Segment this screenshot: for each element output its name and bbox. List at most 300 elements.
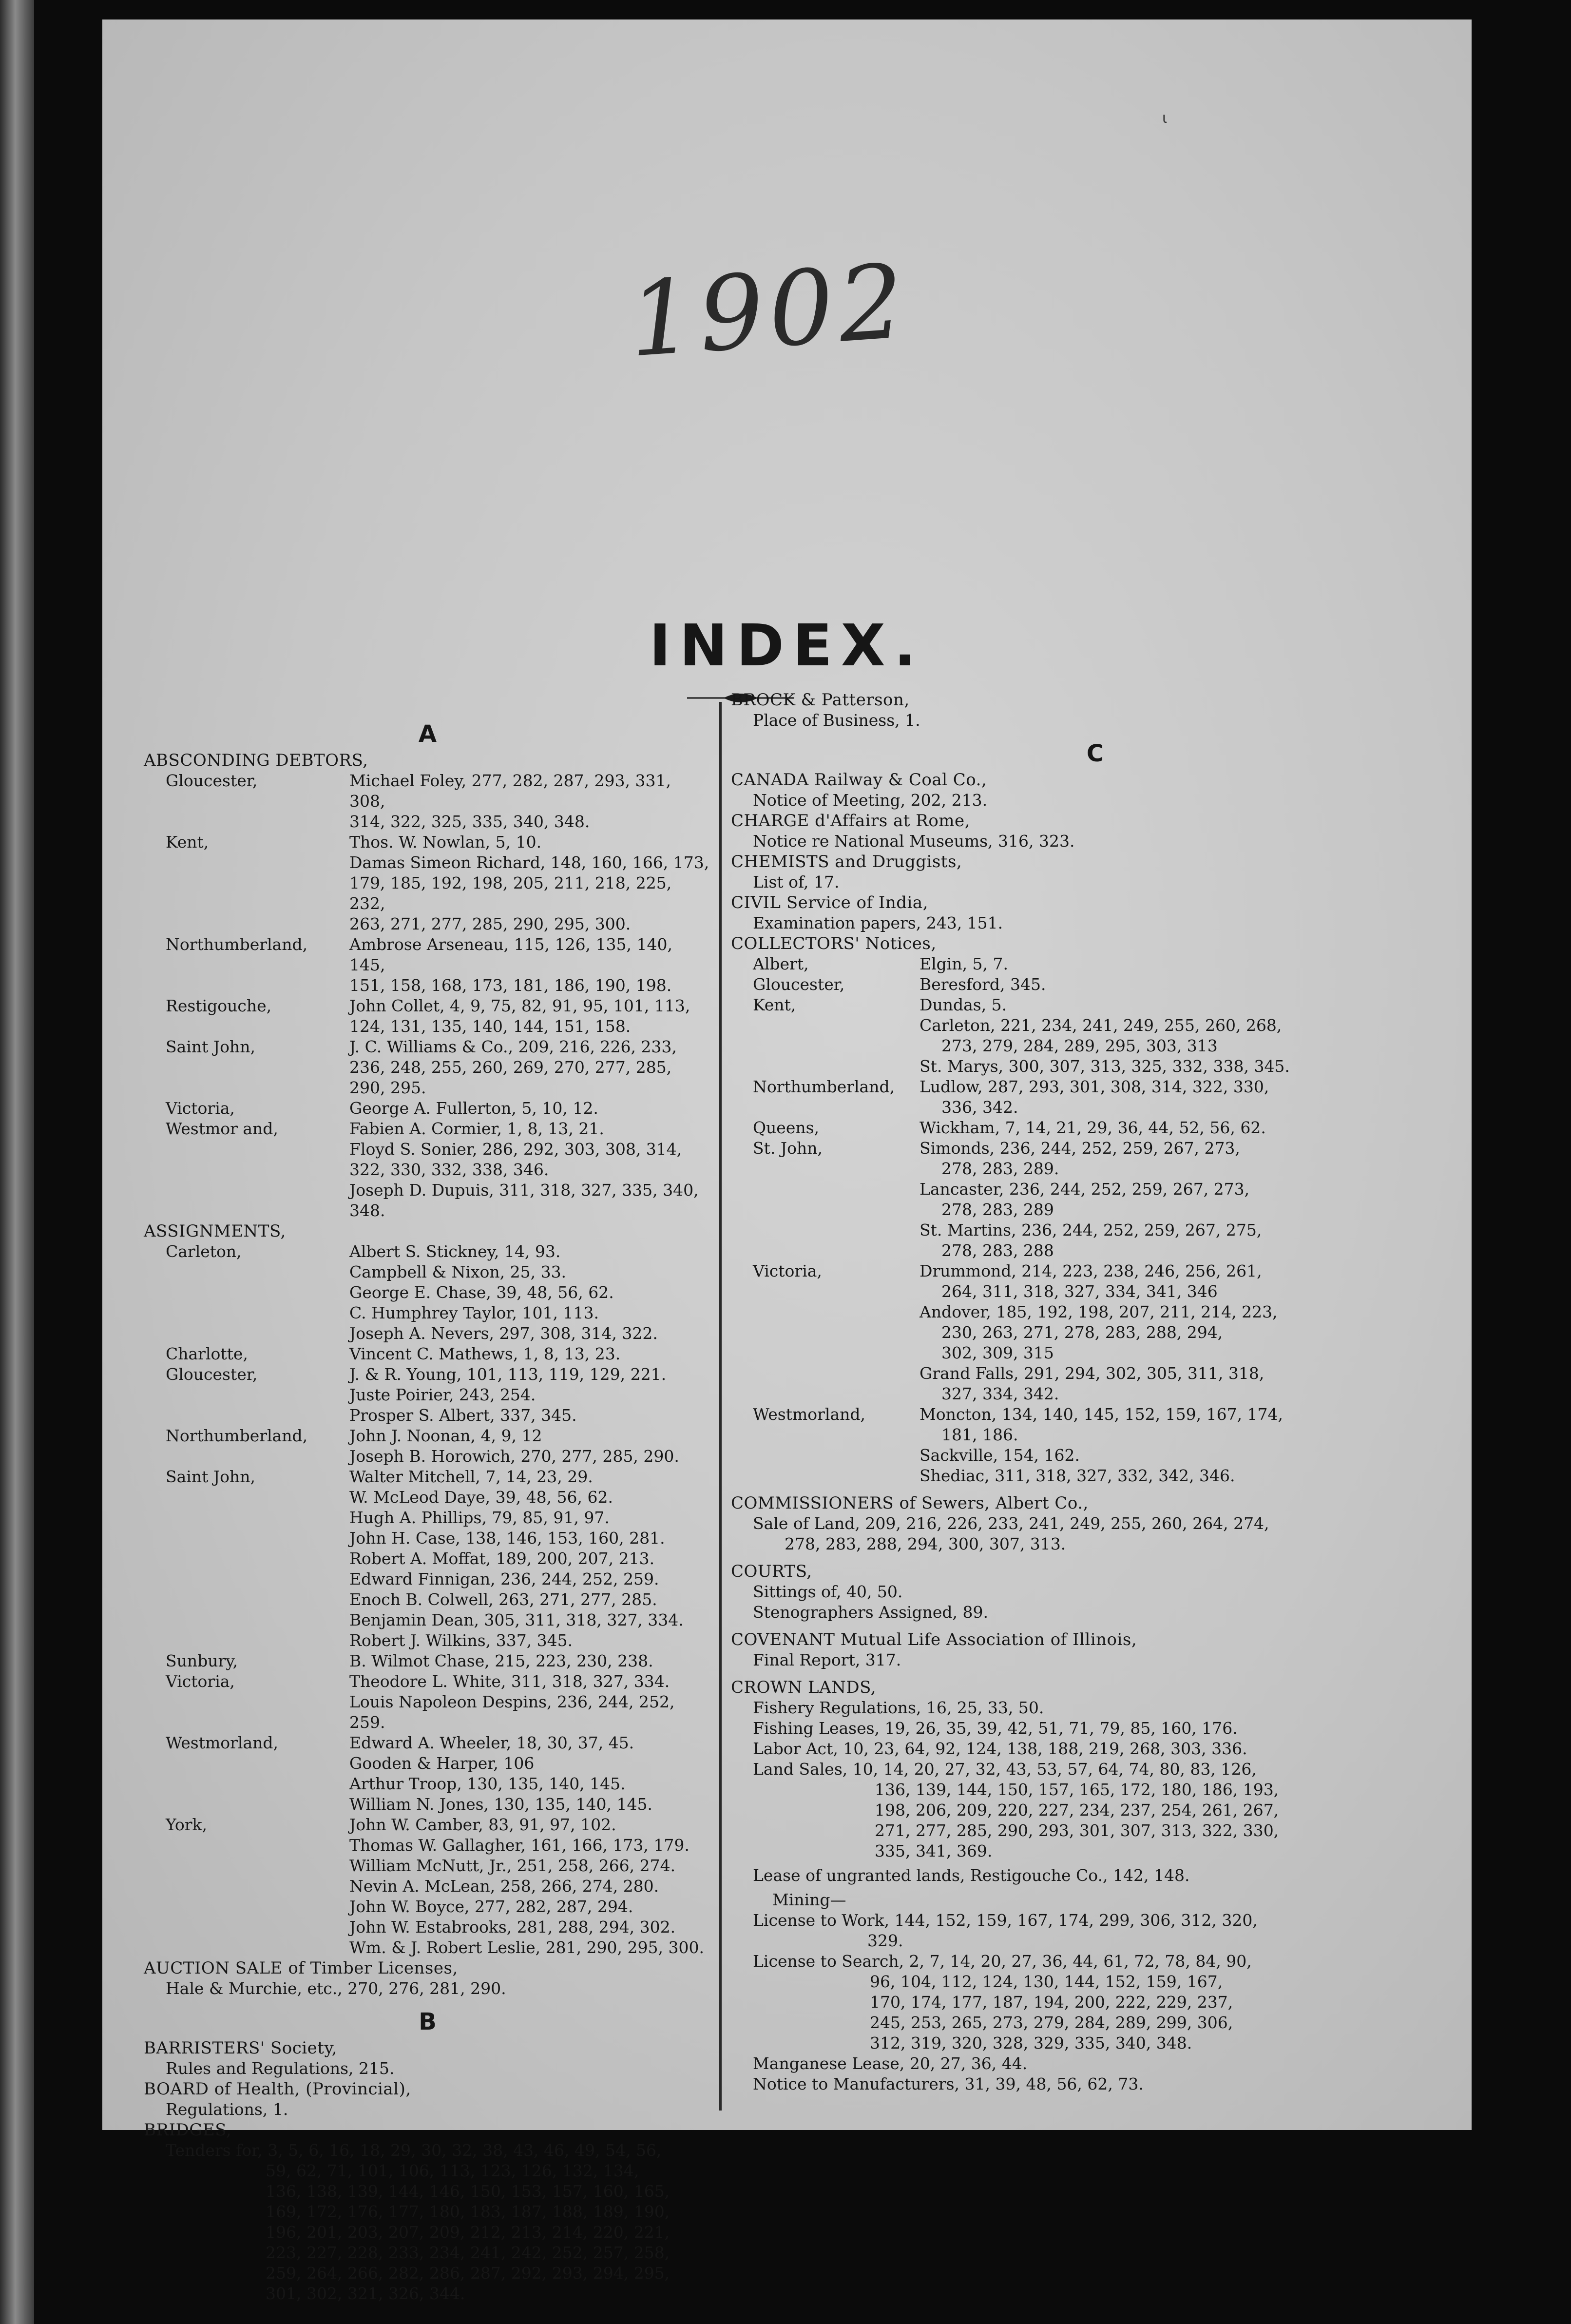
assignments-name-block bbox=[348, 1549, 711, 1569]
board-heading: BOARD of Health, (Provincial), bbox=[144, 2079, 411, 2099]
collectors-county bbox=[731, 1445, 919, 1466]
collectors-name-block bbox=[919, 954, 1459, 974]
section-letter-c: C bbox=[1086, 740, 1104, 767]
absconding-name-continuation: 290, 295. bbox=[349, 1078, 426, 1097]
assignments-county bbox=[144, 1835, 348, 1856]
license-work-line: 329. bbox=[867, 1931, 903, 1950]
collectors-entry bbox=[731, 1220, 1459, 1261]
collectors-entry bbox=[731, 1302, 1459, 1363]
crown-license-search: License to Search, 2, 7, 14, 20, 27, 36, 44, 61, 72, 78, 84, 90, bbox=[753, 1952, 1252, 1971]
assignments-name: Vincent C. Mathews, 1, 8, 13, 23. bbox=[349, 1344, 621, 1363]
section-letter-a: A bbox=[418, 720, 437, 748]
assignments-name: Arthur Troop, 130, 135, 140, 145. bbox=[349, 1774, 626, 1793]
bridges-tender-line: 301, 302, 321, 326, 344. bbox=[266, 2284, 465, 2303]
commissioners-heading: COMMISSIONERS of Sewers, Albert Co., bbox=[731, 1493, 1089, 1513]
assignments-name: Louis Napoleon Despins, 236, 244, 252, 259. bbox=[349, 1692, 675, 1732]
assignments-name-block bbox=[348, 1364, 711, 1385]
brock-heading: BROCK & Patterson, bbox=[731, 690, 910, 710]
assignments-name-block bbox=[348, 1528, 711, 1549]
assignments-name-block bbox=[348, 1856, 711, 1876]
collectors-entry bbox=[731, 1015, 1459, 1056]
absconding-entry bbox=[144, 996, 711, 1037]
assignments-name: Joseph B. Horowich, 270, 277, 285, 290. bbox=[349, 1447, 679, 1466]
collectors-name: Ludlow, 287, 293, 301, 308, 314, 322, 330, bbox=[920, 1077, 1269, 1096]
crown-lease: Lease of ungranted lands, Restigouche Co., 142, 148. bbox=[753, 1866, 1190, 1885]
collectors-name: Drummond, 214, 223, 238, 246, 256, 261, bbox=[920, 1261, 1262, 1280]
license-search-continuation bbox=[731, 1972, 1459, 2053]
bridges-tender-line: 259, 264, 266, 282, 286, 287, 292, 293, 294, 295, bbox=[266, 2264, 670, 2283]
assignments-name-block bbox=[348, 1426, 711, 1446]
assignments-entry bbox=[144, 1446, 711, 1467]
collectors-name-continuation: 181, 186. bbox=[941, 1425, 1018, 1444]
collectors-name: Beresford, 345. bbox=[920, 975, 1046, 994]
license-search-line: 312, 319, 320, 328, 329, 335, 340, 348. bbox=[870, 2034, 1192, 2053]
collectors-name: St. Marys, 300, 307, 313, 325, 332, 338, 345. bbox=[920, 1057, 1290, 1076]
collectors-name-continuation: 230, 263, 271, 278, 283, 288, 294, bbox=[941, 1323, 1223, 1342]
courts-heading: COURTS, bbox=[731, 1562, 812, 1581]
assignments-county bbox=[144, 1282, 348, 1303]
collectors-county: St. John, bbox=[753, 1139, 823, 1158]
assignments-entry bbox=[144, 1589, 711, 1610]
bridges-tender-line: 136, 138, 139, 144, 146, 150, 153, 157, 160, 165, bbox=[266, 2182, 670, 2201]
absconding-name-block bbox=[348, 771, 711, 832]
collectors-name-block bbox=[919, 1261, 1459, 1302]
bridges-tender-line: 169, 172, 176, 177, 180, 183, 187, 188, 189, 190, bbox=[266, 2202, 670, 2221]
collectors-name: Andover, 185, 192, 198, 207, 211, 214, 223, bbox=[920, 1302, 1278, 1321]
assignments-name-block bbox=[348, 1651, 711, 1671]
assignments-name: W. McLeod Daye, 39, 48, 56, 62. bbox=[349, 1488, 613, 1507]
assignments-name-block bbox=[348, 1937, 711, 1958]
absconding-heading: ABSCONDING DEBTORS, bbox=[144, 751, 368, 770]
collectors-name-continuation: 278, 283, 288 bbox=[941, 1241, 1054, 1260]
land-sales-continuation bbox=[731, 1780, 1459, 1861]
assignments-name: Edward Finnigan, 236, 244, 252, 259. bbox=[349, 1569, 659, 1588]
absconding-name: Joseph D. Dupuis, 311, 318, 327, 335, 340, bbox=[349, 1181, 699, 1200]
assignments-heading: ASSIGNMENTS, bbox=[144, 1221, 286, 1241]
collectors-county bbox=[731, 1302, 919, 1363]
absconding-name: Fabien A. Cormier, 1, 8, 13, 21. bbox=[349, 1119, 604, 1138]
assignments-name-block bbox=[348, 1344, 711, 1364]
collectors-entry bbox=[731, 1445, 1459, 1466]
collectors-name-block bbox=[919, 1466, 1459, 1486]
chemists-heading: CHEMISTS and Druggists, bbox=[731, 852, 962, 872]
collectors-entry bbox=[731, 954, 1459, 974]
assignments-county bbox=[144, 1856, 348, 1876]
assignments-name: Benjamin Dean, 305, 311, 318, 327, 334. bbox=[349, 1610, 684, 1629]
collectors-name-block bbox=[919, 1138, 1459, 1179]
assignments-name-block bbox=[348, 1876, 711, 1897]
collectors-list bbox=[731, 954, 1459, 1486]
page-title: INDEX. bbox=[649, 612, 925, 679]
absconding-name: Ambrose Arseneau, 115, 126, 135, 140, 145, bbox=[349, 935, 672, 974]
assignments-name: Gooden & Harper, 106 bbox=[349, 1754, 535, 1773]
absconding-name-continuation: 236, 248, 255, 260, 269, 270, 277, 285, bbox=[349, 1058, 672, 1077]
assignments-county bbox=[144, 1794, 348, 1815]
collectors-entry bbox=[731, 1077, 1459, 1118]
brock-line: Place of Business, 1. bbox=[753, 711, 920, 730]
assignments-name-block bbox=[348, 1671, 711, 1692]
assignments-name: Robert A. Moffat, 189, 200, 207, 213. bbox=[349, 1549, 655, 1568]
assignments-county bbox=[144, 1897, 348, 1917]
collectors-county bbox=[731, 1363, 919, 1404]
absconding-name: Michael Foley, 277, 282, 287, 293, 331, 308, bbox=[349, 771, 671, 811]
assignments-county bbox=[144, 1589, 348, 1610]
assignments-entry bbox=[144, 1364, 711, 1385]
absconding-name-block bbox=[348, 1037, 711, 1098]
absconding-name-block bbox=[348, 1139, 711, 1180]
collectors-name-block bbox=[919, 1445, 1459, 1466]
assignments-entry bbox=[144, 1426, 711, 1446]
absconding-name-continuation: 348. bbox=[349, 1201, 385, 1220]
absconding-entry bbox=[144, 852, 711, 934]
crown-fishing-leases: Fishing Leases, 19, 26, 35, 39, 42, 51, 71, 79, 85, 160, 176. bbox=[753, 1719, 1238, 1738]
assignments-name: Hugh A. Phillips, 79, 85, 91, 97. bbox=[349, 1508, 610, 1527]
absconding-list bbox=[144, 771, 711, 1221]
collectors-county bbox=[731, 1015, 919, 1056]
bridges-tender-line: 223, 227, 228, 233, 234, 241, 242, 252, 257, 258, bbox=[266, 2243, 670, 2262]
film-edge-strip bbox=[0, 0, 34, 2324]
assignments-name: Thomas W. Gallagher, 161, 166, 173, 179. bbox=[349, 1836, 690, 1855]
assignments-county: Northumberland, bbox=[166, 1426, 308, 1445]
assignments-name-block bbox=[348, 1774, 711, 1794]
collectors-name-block bbox=[919, 1056, 1459, 1077]
license-work-continuation bbox=[731, 1931, 1459, 1951]
assignments-entry bbox=[144, 1467, 711, 1487]
absconding-name-block bbox=[348, 832, 711, 852]
assignments-entry bbox=[144, 1303, 711, 1323]
collectors-county: Albert, bbox=[753, 954, 809, 973]
collectors-name-continuation: 264, 311, 318, 327, 334, 341, 346 bbox=[941, 1282, 1218, 1301]
assignments-name: Joseph A. Nevers, 297, 308, 314, 322. bbox=[349, 1324, 658, 1343]
board-line: Regulations, 1. bbox=[166, 2100, 288, 2119]
assignments-name-block bbox=[348, 1262, 711, 1282]
absconding-entry bbox=[144, 1037, 711, 1098]
absconding-name-block bbox=[348, 1119, 711, 1139]
assignments-name: John W. Camber, 83, 91, 97, 102. bbox=[349, 1815, 616, 1834]
assignments-entry bbox=[144, 1487, 711, 1508]
assignments-name: Wm. & J. Robert Leslie, 281, 290, 295, 300. bbox=[349, 1938, 704, 1957]
assignments-name-block bbox=[348, 1487, 711, 1508]
collectors-name-block bbox=[919, 1220, 1459, 1261]
crown-mining-label: Mining— bbox=[772, 1890, 846, 1909]
absconding-name: Floyd S. Sonier, 286, 292, 303, 308, 314, bbox=[349, 1140, 682, 1159]
absconding-name: George A. Fullerton, 5, 10, 12. bbox=[349, 1099, 598, 1118]
collectors-name-continuation: 273, 279, 284, 289, 295, 303, 313 bbox=[941, 1036, 1218, 1055]
assignments-entry bbox=[144, 1774, 711, 1794]
assignments-county bbox=[144, 1630, 348, 1651]
assignments-entry bbox=[144, 1630, 711, 1651]
collectors-name: Carleton, 221, 234, 241, 249, 255, 260, 268, bbox=[920, 1016, 1282, 1035]
assignments-entry bbox=[144, 1528, 711, 1549]
collectors-entry bbox=[731, 995, 1459, 1015]
assignments-entry bbox=[144, 1897, 711, 1917]
assignments-county bbox=[144, 1528, 348, 1549]
absconding-name-block bbox=[348, 1180, 711, 1221]
assignments-entry bbox=[144, 1323, 711, 1344]
assignments-entry bbox=[144, 1385, 711, 1405]
collectors-entry bbox=[731, 974, 1459, 995]
absconding-entry bbox=[144, 934, 711, 996]
assignments-name-block bbox=[348, 1917, 711, 1937]
absconding-county: Northumberland, bbox=[166, 935, 308, 954]
assignments-name: Albert S. Stickney, 14, 93. bbox=[349, 1242, 561, 1261]
assignments-name: Walter Mitchell, 7, 14, 23, 29. bbox=[349, 1467, 593, 1486]
commissioners-line-2: 278, 283, 288, 294, 300, 307, 313. bbox=[785, 1534, 1066, 1553]
assignments-name: George E. Chase, 39, 48, 56, 62. bbox=[349, 1283, 614, 1302]
collectors-county: Gloucester, bbox=[753, 975, 845, 994]
chemists-line: List of, 17. bbox=[753, 872, 840, 891]
assignments-name: John W. Boyce, 277, 282, 287, 294. bbox=[349, 1897, 633, 1916]
assignments-entry bbox=[144, 1671, 711, 1692]
assignments-name-block bbox=[348, 1508, 711, 1528]
assignments-name: John W. Estabrooks, 281, 288, 294, 302. bbox=[349, 1917, 676, 1937]
assignments-name-block bbox=[348, 1282, 711, 1303]
collectors-entry bbox=[731, 1466, 1459, 1486]
absconding-name: Thos. W. Nowlan, 5, 10. bbox=[349, 833, 542, 852]
collectors-county: Victoria, bbox=[753, 1261, 822, 1280]
canada-line: Notice of Meeting, 202, 213. bbox=[753, 791, 988, 810]
charge-heading: CHARGE d'Affairs at Rome, bbox=[731, 811, 970, 831]
collectors-county bbox=[731, 1220, 919, 1261]
assignments-county bbox=[144, 1937, 348, 1958]
assignments-entry bbox=[144, 1282, 711, 1303]
assignments-entry bbox=[144, 1262, 711, 1282]
collectors-county bbox=[731, 1179, 919, 1220]
absconding-county bbox=[144, 1180, 348, 1221]
absconding-entry bbox=[144, 771, 711, 832]
assignments-name-block bbox=[348, 1794, 711, 1815]
assignments-county bbox=[144, 1262, 348, 1282]
assignments-name: J. & R. Young, 101, 113, 119, 129, 221. bbox=[349, 1365, 667, 1384]
assignments-entry bbox=[144, 1876, 711, 1897]
bridges-tender-line: 196, 201, 203, 207, 209, 212, 213, 214, 220, 221, bbox=[266, 2223, 670, 2242]
absconding-county: Saint John, bbox=[166, 1037, 255, 1056]
assignments-name-block bbox=[348, 1753, 711, 1774]
assignments-name-block bbox=[348, 1446, 711, 1467]
charge-line: Notice re National Museums, 316, 323. bbox=[753, 832, 1075, 851]
bridges-continuation bbox=[144, 2161, 711, 2304]
assignments-entry bbox=[144, 1405, 711, 1426]
assignments-county: York, bbox=[166, 1815, 208, 1834]
assignments-name: Theodore L. White, 311, 318, 327, 334. bbox=[349, 1672, 670, 1691]
collectors-name-continuation: 278, 283, 289. bbox=[941, 1159, 1059, 1178]
collectors-name: Lancaster, 236, 244, 252, 259, 267, 273, bbox=[920, 1180, 1250, 1199]
collectors-heading: COLLECTORS' Notices, bbox=[731, 934, 937, 953]
crown-manganese: Manganese Lease, 20, 27, 36, 44. bbox=[753, 2054, 1028, 2073]
assignments-entry bbox=[144, 1856, 711, 1876]
collectors-name: Elgin, 5, 7. bbox=[920, 954, 1009, 973]
assignments-entry bbox=[144, 1937, 711, 1958]
right-column bbox=[731, 690, 1459, 2094]
assignments-name-block bbox=[348, 1733, 711, 1753]
collectors-entry bbox=[731, 1056, 1459, 1077]
crown-heading: CROWN LANDS, bbox=[731, 1678, 877, 1697]
land-sales-line: 136, 139, 144, 150, 157, 165, 172, 180, 186, 193, bbox=[875, 1780, 1279, 1799]
assignments-name: Robert J. Wilkins, 337, 345. bbox=[349, 1631, 573, 1650]
crown-manufacturers: Notice to Manufacturers, 31, 39, 48, 56, 62, 73. bbox=[753, 2074, 1144, 2093]
assignments-county bbox=[144, 1405, 348, 1426]
assignments-county: Charlotte, bbox=[166, 1344, 248, 1363]
crown-land-sales: Land Sales, 10, 14, 20, 27, 32, 43, 53, 57, 64, 74, 80, 83, 126, bbox=[753, 1760, 1257, 1779]
collectors-entry bbox=[731, 1363, 1459, 1404]
collectors-name: Simonds, 236, 244, 252, 259, 267, 273, bbox=[920, 1139, 1240, 1158]
collectors-county bbox=[731, 1466, 919, 1486]
absconding-entry bbox=[144, 1098, 711, 1119]
absconding-name-continuation: 314, 322, 325, 335, 340, 348. bbox=[349, 812, 590, 831]
absconding-county: Restigouche, bbox=[166, 996, 272, 1015]
assignments-county bbox=[144, 1549, 348, 1569]
assignments-entry bbox=[144, 1835, 711, 1856]
collectors-name: Dundas, 5. bbox=[920, 995, 1007, 1014]
assignments-county bbox=[144, 1610, 348, 1630]
assignments-name-block bbox=[348, 1815, 711, 1835]
collectors-name-block bbox=[919, 1179, 1459, 1220]
assignments-name-block bbox=[348, 1897, 711, 1917]
absconding-name-continuation: 151, 158, 168, 173, 181, 186, 190, 198. bbox=[349, 976, 672, 995]
covenant-heading: COVENANT Mutual Life Association of Illinois, bbox=[731, 1630, 1137, 1649]
absconding-county: Kent, bbox=[166, 833, 209, 852]
assignments-entry bbox=[144, 1549, 711, 1569]
auction-line: Hale & Murchie, etc., 270, 276, 281, 290. bbox=[166, 1979, 506, 1998]
land-sales-line: 271, 277, 285, 290, 293, 301, 307, 313, 322, 330, bbox=[875, 1821, 1279, 1840]
assignments-name-block bbox=[348, 1630, 711, 1651]
bridges-tender-line: 59, 62, 71, 101, 106, 113, 123, 126, 132, 134, bbox=[266, 2161, 639, 2180]
absconding-name-block bbox=[348, 1098, 711, 1119]
index-page bbox=[102, 19, 1472, 2303]
crown-labor-act: Labor Act, 10, 23, 64, 92, 124, 138, 188, 219, 268, 303, 336. bbox=[753, 1739, 1247, 1758]
civil-heading: CIVIL Service of India, bbox=[731, 893, 928, 912]
auction-heading: AUCTION SALE of Timber Licenses, bbox=[144, 1958, 458, 1978]
license-search-line: 245, 253, 265, 273, 279, 284, 289, 299, 306, bbox=[870, 2013, 1233, 2032]
assignments-entry bbox=[144, 1815, 711, 1835]
assignments-county bbox=[144, 1692, 348, 1733]
column-divider bbox=[719, 702, 722, 2111]
collectors-entry bbox=[731, 1118, 1459, 1138]
canada-heading: CANADA Railway & Coal Co., bbox=[731, 770, 987, 790]
collectors-name-block bbox=[919, 1363, 1459, 1404]
absconding-name: Damas Simeon Richard, 148, 160, 166, 173, bbox=[349, 853, 709, 872]
absconding-name-continuation: 322, 330, 332, 338, 346. bbox=[349, 1160, 549, 1179]
absconding-name-continuation: 263, 271, 277, 285, 290, 295, 300. bbox=[349, 914, 631, 933]
collectors-name-block bbox=[919, 1118, 1459, 1138]
assignments-name: Enoch B. Colwell, 263, 271, 277, 285. bbox=[349, 1590, 657, 1609]
assignments-county bbox=[144, 1446, 348, 1467]
assignments-name: C. Humphrey Taylor, 101, 113. bbox=[349, 1303, 599, 1322]
assignments-county bbox=[144, 1323, 348, 1344]
assignments-county bbox=[144, 1569, 348, 1589]
absconding-name: John Collet, 4, 9, 75, 82, 91, 95, 101, 113, bbox=[349, 996, 690, 1015]
handwritten-year: 1902 bbox=[625, 241, 913, 380]
absconding-county: Gloucester, bbox=[166, 771, 258, 790]
license-search-line: 96, 104, 112, 124, 130, 144, 152, 159, 167, bbox=[870, 1972, 1223, 1991]
barristers-heading: BARRISTERS' Society, bbox=[144, 2038, 337, 2058]
collectors-name-continuation: 336, 342. bbox=[941, 1098, 1018, 1117]
absconding-name: J. C. Williams & Co., 209, 216, 226, 233, bbox=[349, 1037, 677, 1056]
assignments-name-block bbox=[348, 1303, 711, 1323]
assignments-entry bbox=[144, 1241, 711, 1262]
land-sales-line: 198, 206, 209, 220, 227, 234, 237, 254, 261, 267, bbox=[875, 1801, 1279, 1820]
assignments-name-block bbox=[348, 1610, 711, 1630]
assignments-name: Juste Poirier, 243, 254. bbox=[349, 1385, 536, 1404]
assignments-county: Gloucester, bbox=[166, 1365, 258, 1384]
assignments-entry bbox=[144, 1610, 711, 1630]
bridges-heading: BRIDGES, bbox=[144, 2120, 232, 2140]
assignments-county: Saint John, bbox=[166, 1467, 255, 1486]
collectors-name-block bbox=[919, 1302, 1459, 1363]
assignments-entry bbox=[144, 1794, 711, 1815]
assignments-county bbox=[144, 1774, 348, 1794]
assignments-county bbox=[144, 1303, 348, 1323]
assignments-name-block bbox=[348, 1835, 711, 1856]
collectors-county: Kent, bbox=[753, 995, 796, 1014]
assignments-county bbox=[144, 1385, 348, 1405]
collectors-county: Queens, bbox=[753, 1118, 820, 1137]
collectors-name: Moncton, 134, 140, 145, 152, 159, 167, 174, bbox=[920, 1405, 1284, 1424]
assignments-county: Victoria, bbox=[166, 1672, 235, 1691]
assignments-county bbox=[144, 1917, 348, 1937]
assignments-name: Campbell & Nixon, 25, 33. bbox=[349, 1262, 567, 1281]
assignments-name-block bbox=[348, 1692, 711, 1733]
crown-license-work: License to Work, 144, 152, 159, 167, 174, 299, 306, 312, 320, bbox=[753, 1911, 1258, 1930]
collectors-entry bbox=[731, 1138, 1459, 1179]
absconding-county: Westmor and, bbox=[166, 1119, 278, 1138]
assignments-name: John H. Case, 138, 146, 153, 160, 281. bbox=[349, 1529, 665, 1548]
assignments-name: Prosper S. Albert, 337, 345. bbox=[349, 1406, 577, 1425]
assignments-entry bbox=[144, 1917, 711, 1937]
assignments-entry bbox=[144, 1651, 711, 1671]
assignments-name-block bbox=[348, 1467, 711, 1487]
assignments-name: Edward A. Wheeler, 18, 30, 37, 45. bbox=[349, 1733, 634, 1752]
assignments-name: Nevin A. McLean, 258, 266, 274, 280. bbox=[349, 1877, 659, 1896]
section-letter-b: B bbox=[419, 2008, 437, 2035]
assignments-county: Carleton, bbox=[166, 1242, 242, 1261]
absconding-name-continuation: 124, 131, 135, 140, 144, 151, 158. bbox=[349, 1017, 631, 1036]
barristers-line: Rules and Regulations, 215. bbox=[166, 2059, 395, 2078]
assignments-county bbox=[144, 1753, 348, 1774]
absconding-name-block bbox=[348, 934, 711, 996]
assignments-county: Sunbury, bbox=[166, 1651, 238, 1670]
assignments-name-block bbox=[348, 1241, 711, 1262]
collectors-name: Grand Falls, 291, 294, 302, 305, 311, 318, bbox=[920, 1364, 1264, 1383]
absconding-entry bbox=[144, 1139, 711, 1180]
assignments-name: William N. Jones, 130, 135, 140, 145. bbox=[349, 1795, 652, 1814]
collectors-name-block bbox=[919, 974, 1459, 995]
assignments-name-block bbox=[348, 1323, 711, 1344]
collectors-name-block bbox=[919, 1015, 1459, 1056]
assignments-entry bbox=[144, 1569, 711, 1589]
collectors-entry bbox=[731, 1404, 1459, 1445]
covenant-line: Final Report, 317. bbox=[753, 1650, 901, 1669]
absconding-county bbox=[144, 1139, 348, 1180]
assignments-entry bbox=[144, 1508, 711, 1528]
collectors-name: Wickham, 7, 14, 21, 29, 36, 44, 52, 56, 62. bbox=[920, 1118, 1266, 1137]
collectors-entry bbox=[731, 1179, 1459, 1220]
absconding-county: Victoria, bbox=[166, 1099, 235, 1118]
collectors-entry bbox=[731, 1261, 1459, 1302]
assignments-name-block bbox=[348, 1569, 711, 1589]
collectors-name-continuation: 302, 309, 315 bbox=[941, 1343, 1054, 1362]
absconding-name-block bbox=[348, 996, 711, 1037]
assignments-name-block bbox=[348, 1405, 711, 1426]
assignments-county bbox=[144, 1487, 348, 1508]
collectors-county bbox=[731, 1056, 919, 1077]
collectors-name: St. Martins, 236, 244, 252, 259, 267, 275, bbox=[920, 1220, 1262, 1239]
assignments-entry bbox=[144, 1692, 711, 1733]
assignments-name: B. Wilmot Chase, 215, 223, 230, 238. bbox=[349, 1651, 653, 1670]
collectors-name-block bbox=[919, 1404, 1459, 1445]
collectors-name-block bbox=[919, 1077, 1459, 1118]
assignments-name: John J. Noonan, 4, 9, 12 bbox=[349, 1426, 542, 1445]
